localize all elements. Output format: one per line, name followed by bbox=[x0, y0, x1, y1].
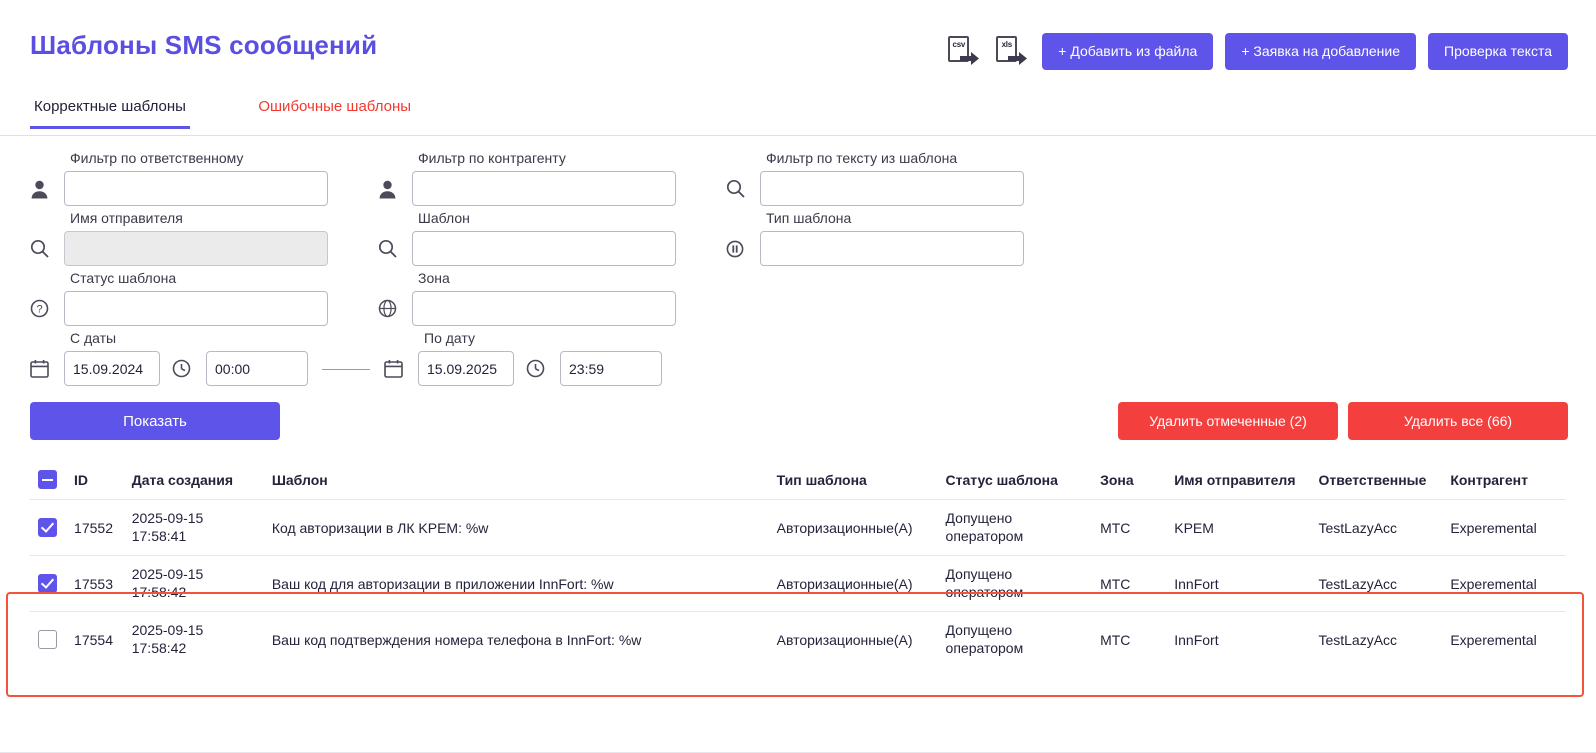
download-arrow-icon bbox=[959, 47, 981, 67]
cell-date-day: 2025-09-15 bbox=[131, 622, 204, 638]
export-xls-label: xls bbox=[1001, 39, 1012, 49]
filter-date-from-label: С даты bbox=[70, 330, 117, 346]
filter-date-to-label: По дату bbox=[424, 330, 475, 346]
cell-counterparty: Experemental bbox=[1442, 556, 1566, 612]
select-all-checkbox[interactable] bbox=[38, 470, 57, 489]
cell-date bbox=[124, 556, 264, 612]
cell-zone: МТС bbox=[1092, 500, 1166, 556]
export-xls-icon[interactable] bbox=[994, 35, 1030, 69]
column-header-status[interactable]: Статус шаблона bbox=[945, 471, 1058, 488]
filter-counterparty-label: Фильтр по контрагенту bbox=[418, 150, 566, 166]
cell-status-line2: оператором bbox=[945, 583, 1024, 600]
globe-icon bbox=[378, 296, 412, 322]
cell-template: Ваш код для авторизации в приложении InnFort: %w bbox=[264, 556, 769, 612]
filter-template-type-label: Тип шаблона bbox=[766, 210, 852, 226]
add-from-file-button[interactable]: + Добавить из файла bbox=[1042, 33, 1213, 70]
filter-template-label: Шаблон bbox=[418, 210, 470, 226]
templates-table-wrap bbox=[0, 470, 1596, 667]
row-checkbox[interactable] bbox=[38, 630, 57, 649]
cell-zone: МТС bbox=[1092, 556, 1166, 612]
cell-responsible: TestLazyAcc bbox=[1310, 556, 1442, 612]
cell-date-day: 2025-09-15 bbox=[131, 566, 204, 582]
row-select-cell bbox=[30, 556, 66, 612]
row-select-cell bbox=[30, 500, 66, 556]
cell-status-line1: Допущено bbox=[945, 510, 1013, 526]
cell-status-line1: Допущено bbox=[945, 622, 1013, 638]
date-range-separator bbox=[322, 369, 370, 370]
cell-status bbox=[938, 500, 1093, 556]
filter-template-text-input[interactable] bbox=[760, 171, 1024, 206]
column-header-date[interactable]: Дата создания bbox=[131, 471, 234, 488]
cell-zone: МТС bbox=[1092, 612, 1166, 668]
filter-row-3 bbox=[30, 270, 1566, 326]
cell-counterparty: Experemental bbox=[1442, 612, 1566, 668]
row-checkbox[interactable] bbox=[38, 574, 57, 593]
search-icon bbox=[726, 176, 760, 202]
filter-responsible bbox=[30, 150, 328, 206]
svg-text:?: ? bbox=[36, 303, 43, 316]
cell-template: Код авторизации в ЛК KPEM: %w bbox=[264, 500, 769, 556]
delete-selected-button[interactable]: Удалить отмеченные (2) bbox=[1118, 402, 1338, 440]
column-header-zone[interactable]: Зона bbox=[1100, 471, 1134, 488]
cell-status bbox=[938, 612, 1093, 668]
date-from-input[interactable] bbox=[64, 351, 160, 386]
filter-template-status-input[interactable] bbox=[64, 291, 328, 326]
tab-error-templates[interactable]: Ошибочные шаблоны bbox=[258, 98, 412, 115]
time-from-input[interactable] bbox=[206, 351, 308, 386]
cell-sender: InnFort bbox=[1166, 612, 1310, 668]
filter-template bbox=[378, 210, 676, 266]
bulk-actions bbox=[1118, 402, 1568, 440]
add-request-button[interactable]: + Заявка на добавление bbox=[1225, 33, 1416, 70]
cell-id: 17554 bbox=[66, 612, 124, 668]
cell-date-time: 17:58:41 bbox=[131, 527, 187, 544]
clock-icon bbox=[526, 356, 560, 382]
cell-type: Авторизационные(A) bbox=[769, 612, 938, 668]
filter-row-dates bbox=[30, 330, 1566, 386]
page-title: Шаблоны SMS сообщений bbox=[30, 30, 378, 60]
cell-date bbox=[124, 612, 264, 668]
filters-panel bbox=[0, 136, 1596, 386]
cell-date-time: 17:58:42 bbox=[131, 583, 187, 600]
filter-zone-label: Зона bbox=[418, 270, 450, 286]
date-to-input[interactable] bbox=[418, 351, 514, 386]
cell-status-line2: оператором bbox=[945, 527, 1024, 544]
calendar-icon bbox=[384, 356, 418, 382]
cell-template: Ваш код подтверждения номера телефона в InnFort: %w bbox=[264, 612, 769, 668]
table-header bbox=[30, 470, 1566, 500]
filter-template-text-label: Фильтр по тексту из шаблона bbox=[766, 150, 958, 166]
download-arrow-icon bbox=[1007, 47, 1029, 67]
column-header-responsible[interactable]: Ответственные bbox=[1318, 471, 1427, 488]
column-header-counterparty[interactable]: Контрагент bbox=[1450, 471, 1528, 488]
column-header-sender[interactable]: Имя отправителя bbox=[1174, 471, 1296, 488]
time-to-input[interactable] bbox=[560, 351, 662, 386]
action-row bbox=[0, 390, 1596, 452]
table-row[interactable] bbox=[30, 556, 1566, 612]
filter-row-1 bbox=[30, 150, 1566, 206]
row-select-cell bbox=[30, 612, 66, 668]
cell-date bbox=[124, 500, 264, 556]
filter-template-input[interactable] bbox=[412, 231, 676, 266]
filter-responsible-input[interactable] bbox=[64, 171, 328, 206]
filter-counterparty bbox=[378, 150, 676, 206]
filter-zone bbox=[378, 270, 676, 326]
cell-status-line2: оператором bbox=[945, 639, 1024, 656]
search-icon bbox=[30, 236, 64, 262]
list-type-icon bbox=[726, 236, 760, 262]
check-text-button[interactable]: Проверка текста bbox=[1428, 33, 1568, 70]
page-header bbox=[0, 0, 1596, 92]
row-checkbox[interactable] bbox=[38, 518, 57, 537]
filter-date-from bbox=[30, 330, 308, 386]
cell-counterparty: Experemental bbox=[1442, 500, 1566, 556]
filter-date-to bbox=[384, 330, 662, 386]
export-csv-icon[interactable] bbox=[946, 35, 982, 69]
filter-sender-name-label: Имя отправителя bbox=[70, 210, 183, 226]
table-row[interactable] bbox=[30, 612, 1566, 668]
delete-all-button[interactable]: Удалить все (66) bbox=[1348, 402, 1568, 440]
tab-correct-templates[interactable]: Корректные шаблоны bbox=[30, 98, 190, 129]
cell-sender: InnFort bbox=[1166, 556, 1310, 612]
table-header-row bbox=[30, 470, 1566, 500]
filter-responsible-label: Фильтр по ответственному bbox=[70, 150, 244, 166]
cell-id: 17553 bbox=[66, 556, 124, 612]
cell-status bbox=[938, 556, 1093, 612]
column-header-type[interactable]: Тип шаблона bbox=[776, 471, 867, 488]
filter-template-type bbox=[726, 210, 1024, 266]
calendar-icon bbox=[30, 356, 64, 382]
cell-responsible: TestLazyAcc bbox=[1310, 500, 1442, 556]
filter-sender-name bbox=[30, 210, 328, 266]
cell-sender: KPEM bbox=[1166, 500, 1310, 556]
show-button[interactable]: Показать bbox=[30, 402, 280, 440]
cell-date-day: 2025-09-15 bbox=[131, 510, 204, 526]
export-csv-label: csv bbox=[952, 39, 965, 49]
filter-template-status bbox=[30, 270, 328, 326]
header-actions bbox=[946, 33, 1568, 70]
filter-sender-name-input[interactable] bbox=[64, 231, 328, 266]
filter-template-status-label: Статус шаблона bbox=[70, 270, 177, 286]
person-icon bbox=[30, 176, 64, 202]
cell-id: 17552 bbox=[66, 500, 124, 556]
cell-responsible: TestLazyAcc bbox=[1310, 612, 1442, 668]
column-header-template[interactable]: Шаблон bbox=[271, 471, 328, 488]
templates-table bbox=[30, 470, 1566, 667]
column-header-id[interactable]: ID bbox=[74, 471, 89, 488]
filter-counterparty-input[interactable] bbox=[412, 171, 676, 206]
table-body bbox=[30, 500, 1566, 668]
filter-template-text bbox=[726, 150, 1024, 206]
cell-date-time: 17:58:42 bbox=[131, 639, 187, 656]
select-all-header bbox=[30, 470, 66, 500]
person-icon bbox=[378, 176, 412, 202]
question-icon bbox=[30, 296, 64, 322]
table-row[interactable] bbox=[30, 500, 1566, 556]
filter-zone-input[interactable] bbox=[412, 291, 676, 326]
cell-type: Авторизационные(A) bbox=[769, 500, 938, 556]
filter-template-type-input[interactable] bbox=[760, 231, 1024, 266]
clock-icon bbox=[172, 356, 206, 382]
cell-type: Авторизационные(A) bbox=[769, 556, 938, 612]
filter-row-2 bbox=[30, 210, 1566, 266]
tabs-bar bbox=[0, 98, 1596, 136]
cell-status-line1: Допущено bbox=[945, 566, 1013, 582]
search-icon bbox=[378, 236, 412, 262]
